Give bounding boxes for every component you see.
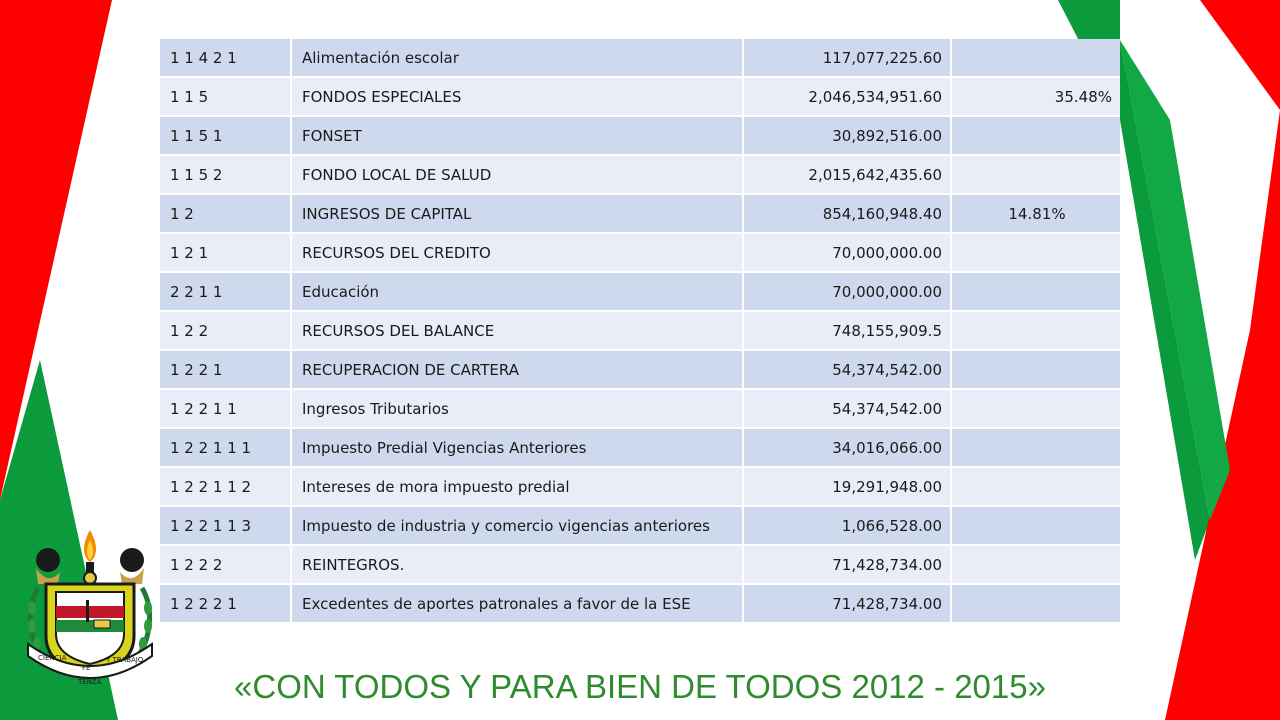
table-row (160, 78, 1120, 117)
row-value: 748,155,909.5 (744, 312, 952, 351)
footer-slogan: «CON TODOS Y PARA BIEN DE TODOS 2012 - 2015» (234, 668, 1046, 705)
row-value: 19,291,948.00 (744, 468, 952, 507)
row-percent (952, 351, 1120, 390)
row-percent (952, 507, 1120, 546)
left-red-stripe (0, 0, 112, 500)
table-row (160, 156, 1120, 195)
row-percent (952, 156, 1120, 195)
ribbon-text-right: Y TRABAJO (106, 656, 144, 664)
table-row (160, 195, 1120, 234)
table-row (160, 39, 1120, 78)
table-row (160, 429, 1120, 468)
row-name: Intereses de mora impuesto predial (292, 468, 744, 507)
row-value: 70,000,000.00 (744, 234, 952, 273)
municipal-crest-icon (24, 528, 156, 688)
ribbon-text-bottom: TENZA (78, 678, 102, 686)
row-percent (952, 429, 1120, 468)
table-row (160, 351, 1120, 390)
row-value: 71,428,734.00 (744, 546, 952, 585)
row-code: 1 2 2 1 1 1 (160, 429, 292, 468)
row-percent (952, 585, 1120, 624)
row-code: 1 1 5 (160, 78, 292, 117)
row-percent (952, 234, 1120, 273)
row-name: RECURSOS DEL CREDITO (292, 234, 744, 273)
row-name: FONDO LOCAL DE SALUD (292, 156, 744, 195)
budget-table (160, 39, 1120, 624)
row-name: INGRESOS DE CAPITAL (292, 195, 744, 234)
row-value: 34,016,066.00 (744, 429, 952, 468)
row-value: 2,015,642,435.60 (744, 156, 952, 195)
ribbon-text-mid: FE (82, 664, 91, 672)
row-percent: 35.48% (952, 78, 1120, 117)
figure-right-head (120, 548, 144, 572)
row-percent (952, 273, 1120, 312)
row-code: 1 1 5 1 (160, 117, 292, 156)
table-row (160, 546, 1120, 585)
row-value: 117,077,225.60 (744, 39, 952, 78)
table-row (160, 312, 1120, 351)
row-code: 1 2 2 1 1 2 (160, 468, 292, 507)
row-name: Ingresos Tributarios (292, 390, 744, 429)
row-code: 1 2 2 1 1 (160, 390, 292, 429)
row-value: 1,066,528.00 (744, 507, 952, 546)
row-name: RECURSOS DEL BALANCE (292, 312, 744, 351)
row-name: Educación (292, 273, 744, 312)
figure-left-head (36, 548, 60, 572)
row-name: Alimentación escolar (292, 39, 744, 78)
row-name: REINTEGROS. (292, 546, 744, 585)
table-row (160, 234, 1120, 273)
row-name: Impuesto de industria y comercio vigencias anteriores (292, 507, 744, 546)
table-row (160, 507, 1120, 546)
row-percent (952, 39, 1120, 78)
right-red-stripe (1200, 0, 1280, 110)
row-value: 2,046,534,951.60 (744, 78, 952, 117)
row-name: FONDOS ESPECIALES (292, 78, 744, 117)
row-code: 1 2 2 2 1 (160, 585, 292, 624)
table-row (160, 468, 1120, 507)
row-value: 30,892,516.00 (744, 117, 952, 156)
table-row (160, 585, 1120, 624)
row-name: Excedentes de aportes patronales a favor de la ESE (292, 585, 744, 624)
row-percent (952, 312, 1120, 351)
row-code: 1 2 2 2 (160, 546, 292, 585)
row-code: 1 2 2 1 1 3 (160, 507, 292, 546)
row-code: 1 2 (160, 195, 292, 234)
row-name: FONSET (292, 117, 744, 156)
row-percent (952, 468, 1120, 507)
row-percent (952, 117, 1120, 156)
ribbon-text-left: CIENCIA (38, 654, 67, 662)
table-row (160, 117, 1120, 156)
row-percent (952, 546, 1120, 585)
row-code: 1 1 5 2 (160, 156, 292, 195)
right-green-shade (1120, 40, 1230, 520)
row-name: Impuesto Predial Vigencias Anteriores (292, 429, 744, 468)
row-value: 54,374,542.00 (744, 351, 952, 390)
row-value: 70,000,000.00 (744, 273, 952, 312)
row-code: 1 2 1 (160, 234, 292, 273)
row-code: 2 2 1 1 (160, 273, 292, 312)
table-row (160, 273, 1120, 312)
row-code: 1 2 2 (160, 312, 292, 351)
row-value: 854,160,948.40 (744, 195, 952, 234)
row-value: 71,428,734.00 (744, 585, 952, 624)
row-name: RECUPERACION DE CARTERA (292, 351, 744, 390)
row-code: 1 1 4 2 1 (160, 39, 292, 78)
row-value: 54,374,542.00 (744, 390, 952, 429)
row-percent (952, 390, 1120, 429)
table-row (160, 390, 1120, 429)
row-percent: 14.81% (952, 195, 1120, 234)
row-code: 1 2 2 1 (160, 351, 292, 390)
